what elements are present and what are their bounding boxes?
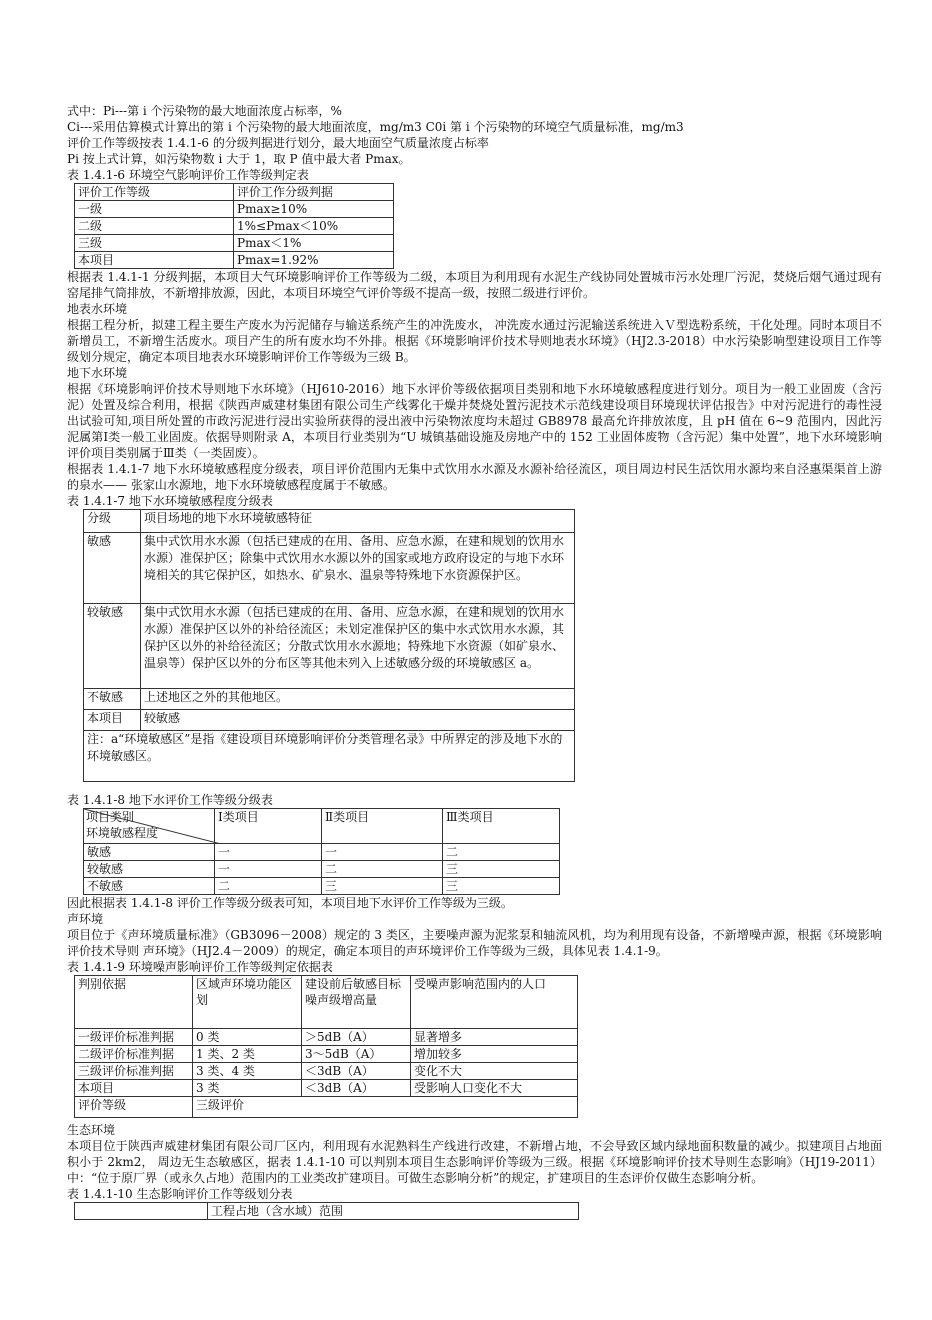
ecology-heading: 生态环境 xyxy=(67,1123,116,1137)
table-cell: 增加较多 xyxy=(411,1046,578,1063)
table-cell: 三级评价标准判据 xyxy=(75,1063,193,1080)
table-cell: 三 xyxy=(322,878,443,895)
table-row xyxy=(75,252,394,269)
table-row xyxy=(84,878,560,895)
table-cell: 敏感 xyxy=(84,844,215,861)
table-cell: 上述地区之外的其他地区。 xyxy=(141,689,575,710)
groundwater-grade-table xyxy=(83,808,560,895)
table-cell: 敏感 xyxy=(84,533,141,604)
header-cell: 区域声环境功能区划 xyxy=(193,976,302,1029)
table-caption-1-4-1-6: 表 1.4.1-6 环境空气影响评价工作等级判定表 xyxy=(67,168,309,182)
table-caption-1-4-1-7: 表 1.4.1-7 地下水环境敏感程度分级表 xyxy=(67,494,273,508)
table-caption-1-4-1-10: 表 1.4.1-10 生态影响评价工作等级划分表 xyxy=(67,1187,293,1201)
table-cell: 一级 xyxy=(75,201,234,218)
table-cell: 0 类 xyxy=(193,1029,302,1046)
table-cell: 3 类、4 类 xyxy=(193,1063,302,1080)
table-row xyxy=(84,689,575,710)
noise-paragraph: 项目位于《声环境质量标准》（GB3096－2008）规定的 3 类区，主要噪声源为泥浆泵和轴流风机，均为利用现有设备，不新增噪声源，根据《环境影响评价技术导则 声环境》（HJ2.4－2009）的规定，确定本项目的声环境评价工作等级为三级，具体见表 1.4.1-9。 xyxy=(67,928,882,958)
table-cell: 1 类、2 类 xyxy=(193,1046,302,1063)
table-cell: 较敏感 xyxy=(84,861,215,878)
groundwater-conclusion: 因此根据表 1.4.1-8 评价工作等级分级表可知，本项目地下水评价工作等级为三级。 xyxy=(67,896,513,910)
table-cell: 二级 xyxy=(75,218,234,235)
table-cell: ＜3dB（A） xyxy=(302,1080,411,1097)
table-header-row xyxy=(75,976,578,1029)
table-cell: ＜3dB（A） xyxy=(302,1063,411,1080)
diagonal-header-cell xyxy=(84,809,215,844)
table-cell: 二 xyxy=(215,878,322,895)
table-cell: 评价等级 xyxy=(75,1097,193,1118)
table-cell: Pmax＜1% xyxy=(234,235,394,252)
table-row xyxy=(84,861,560,878)
table-cell: 较敏感 xyxy=(84,604,141,689)
table-cell: 一级评价标准判据 xyxy=(75,1029,193,1046)
corner-bottom-label: 环境敏感程度 xyxy=(86,826,159,840)
table-row xyxy=(84,604,575,689)
table-cell: 三 xyxy=(443,861,560,878)
surface-water-heading: 地表水环境 xyxy=(67,302,128,316)
table-cell: 三级评价 xyxy=(193,1097,578,1118)
ecology-paragraph: 本项目位于陕西声威建材集团有限公司厂区内，利用现有水泥熟料生产线进行改建，不新增占地，不会导致区域内绿地面积数量的减少。拟建项目占地面积小于 2km2， 周边无生态敏感区，据表 1.4.1-10 可以判别本项目生态影响评价等级为三级。根据《环境影响评价技术导则生态影响》（HJ19-2011）中：“位于原厂界（或永久占地）范围内的工业类改扩建项目。可做生态影响分析”的规定，扩建项目的生态评价仅做生态影响分析。 xyxy=(67,1139,882,1185)
table-cell: 二 xyxy=(443,844,560,861)
table-cell: Pmax=1.92% xyxy=(234,252,394,269)
table-cell: 二级评价标准判据 xyxy=(75,1046,193,1063)
document-page xyxy=(67,103,882,1220)
table-cell: 受影响人口变化不大 xyxy=(411,1080,578,1097)
air-grade-table xyxy=(74,183,394,269)
diagonal-line xyxy=(84,809,221,844)
table-cell: 1%≤Pmax＜10% xyxy=(234,218,394,235)
table-cell: 集中式饮用水水源（包括已建成的在用、备用、应急水源，在建和规划的饮用水水源）准保护区；除集中式饮用水水源以外的国家或地方政府设定的与地下水环境相关的其它保护区，如热水、矿泉水、温泉等特殊地下水资源保护区。 xyxy=(141,533,575,604)
intro-line-4: Pi 按上式计算，如污染物数 i 大于 1，取 P 值中最大者 Pmax。 xyxy=(67,152,411,166)
table-row xyxy=(84,533,575,604)
table-cell: 一 xyxy=(215,844,322,861)
header-cell: 评价工作等级 xyxy=(75,184,234,201)
table-cell: 不敏感 xyxy=(84,878,215,895)
groundwater-heading: 地下水环境 xyxy=(67,366,128,380)
table-cell: 显著增多 xyxy=(411,1029,578,1046)
table-row xyxy=(75,1080,578,1097)
intro-line-3: 评价工作等级按表 1.4.1-6 的分级判据进行划分，最大地面空气质量浓度占标率 xyxy=(67,136,489,150)
table-row xyxy=(75,201,394,218)
table-header-row xyxy=(75,184,394,201)
table-header-row xyxy=(84,809,560,844)
table-cell: 本项目 xyxy=(75,1080,193,1097)
table-cell: 本项目 xyxy=(75,252,234,269)
table-cell: ＞5dB（A） xyxy=(302,1029,411,1046)
table-cell: 较敏感 xyxy=(141,710,575,731)
ecology-grade-table xyxy=(74,1202,579,1220)
header-cell: 判别依据 xyxy=(75,976,193,1029)
table-caption-1-4-1-8: 表 1.4.1-8 地下水评价工作等级分级表 xyxy=(67,793,273,807)
table-cell: 变化不大 xyxy=(411,1063,578,1080)
table-header-row xyxy=(84,510,575,533)
table-cell: 3～5dB（A） xyxy=(302,1046,411,1063)
table-cell: Pmax≥10% xyxy=(234,201,394,218)
table-row xyxy=(75,1029,578,1046)
table-cell: 二 xyxy=(322,861,443,878)
table-row xyxy=(84,844,560,861)
header-cell: Ⅰ类项目 xyxy=(215,809,322,844)
table-cell: 三级 xyxy=(75,235,234,252)
header-cell: 评价工作分级判据 xyxy=(234,184,394,201)
corner-top-label: 项目类别 xyxy=(86,810,135,824)
table-row xyxy=(75,1097,578,1118)
table-cell: 不敏感 xyxy=(84,689,141,710)
table-row xyxy=(75,235,394,252)
table-cell: 3 类 xyxy=(193,1080,302,1097)
header-cell: Ⅱ类项目 xyxy=(322,809,443,844)
table-cell: 本项目 xyxy=(84,710,141,731)
header-cell: 受噪声影响范围内的人口 xyxy=(411,976,578,1029)
table-cell: 三 xyxy=(443,878,560,895)
noise-heading: 声环境 xyxy=(67,912,104,926)
header-cell xyxy=(75,1203,208,1220)
table-caption-1-4-1-9: 表 1.4.1-9 环境噪声影响评价工作等级判定依据表 xyxy=(67,960,333,974)
air-paragraph: 根据表 1.4.1-1 分级判据，本项目大气环境影响评价工作等级为二级，本项目为利用现有水泥生产线协同处置城市污水处理厂污泥，焚烧后烟气通过现有窑尾排气筒排放，不新增排放源，因此，本项目环境空气评价等级不提高一级，按照二级进行评价。 xyxy=(67,270,882,300)
header-cell: 项目场地的地下水环境敏感特征 xyxy=(141,510,575,533)
groundwater-paragraph-1: 根据《环境影响评价技术导则地下水环境》（HJ610-2016）地下水评价等级依据项目类别和地下水环境敏感程度进行划分。项目为一般工业固废（含污泥）处置及综合利用，根据《陕西声威建材集团有限公司生产线雾化干燥并焚烧处置污泥技术示范线建设项目环境现状评估报告》中对污泥进行的毒性浸出试验可知,项目所处置的市政污泥进行浸出实验所获得的浸出液中污染物浓度均未超过 GB8978 最高允许排放浓度，且 pH 值在 6~9 范围内，因此污泥属第Ⅰ类一般工业固废。依据导则附录 A，本项目行业类别为“U 城镇基础设施及房地产中的 152 工业固体废物（含污泥）集中处置”，地下水环境影响评价项目类别属于Ⅲ类（一类固废）。 xyxy=(67,382,882,460)
table-row xyxy=(75,1063,578,1080)
table-header-row xyxy=(75,1203,579,1220)
groundwater-sensitivity-table xyxy=(83,509,575,782)
intro-line-1: 式中：Pi---第 i 个污染物的最大地面浓度占标率，% xyxy=(67,104,342,118)
surface-water-paragraph: 根据工程分析，拟建工程主要生产废水为污泥储存与输送系统产生的冲洗废水， 冲洗废水通过污泥输送系统进入Ｖ型选粉系统，干化处理。同时本项目不新增员工，不新增生活废水。项目产生的所有废水均不外排。根据《环境影响评价技术导则地表水环境》（HJ2.3-2018）中水污染影响型建设项目工作等级划分规定，确定本项目地表水环境影响评价工作等级为三级 B。 xyxy=(67,318,882,364)
table-row xyxy=(75,1046,578,1063)
table-note-row xyxy=(84,731,575,782)
table-row xyxy=(84,710,575,731)
table-row xyxy=(75,218,394,235)
header-cell: Ⅲ类项目 xyxy=(443,809,560,844)
table-cell: 一 xyxy=(322,844,443,861)
noise-grade-table xyxy=(74,975,578,1118)
table-cell: 一 xyxy=(215,861,322,878)
intro-line-2: Ci---采用估算模式计算出的第 i 个污染物的最大地面浓度，mg/m3 C0i 第 i 个污染物的环境空气质量标准，mg/m3 xyxy=(67,120,684,134)
header-cell: 工程占地（含水域）范围 xyxy=(208,1203,579,1220)
header-cell: 分级 xyxy=(84,510,141,533)
table-note: 注：a“环境敏感区”是指《建设项目环境影响评价分类管理名录》中所界定的涉及地下水的环境敏感区。 xyxy=(84,731,575,782)
groundwater-paragraph-2: 根据表 1.4.1-7 地下水环境敏感程度分级表，项目评价范围内无集中式饮用水水源及水源补给径流区，项目周边村民生活饮用水源均来自泾惠渠渠首上游的泉水—— 张家山水源地，地下水环境敏感程度属于不敏感。 xyxy=(67,462,882,492)
table-cell: 集中式饮用水水源（包括已建成的在用、备用、应急水源，在建和规划的饮用水水源）准保护区以外的补给径流区；未划定准保护区的集中水式饮用水水源，其保护区以外的补给径流区；分散式饮用水水源地；特殊地下水资源（如矿泉水、温泉等）保护区以外的分布区等其他未列入上述敏感分级的环境敏感区 a。 xyxy=(141,604,575,689)
header-cell: 建设前后敏感目标噪声级增高量 xyxy=(302,976,411,1029)
